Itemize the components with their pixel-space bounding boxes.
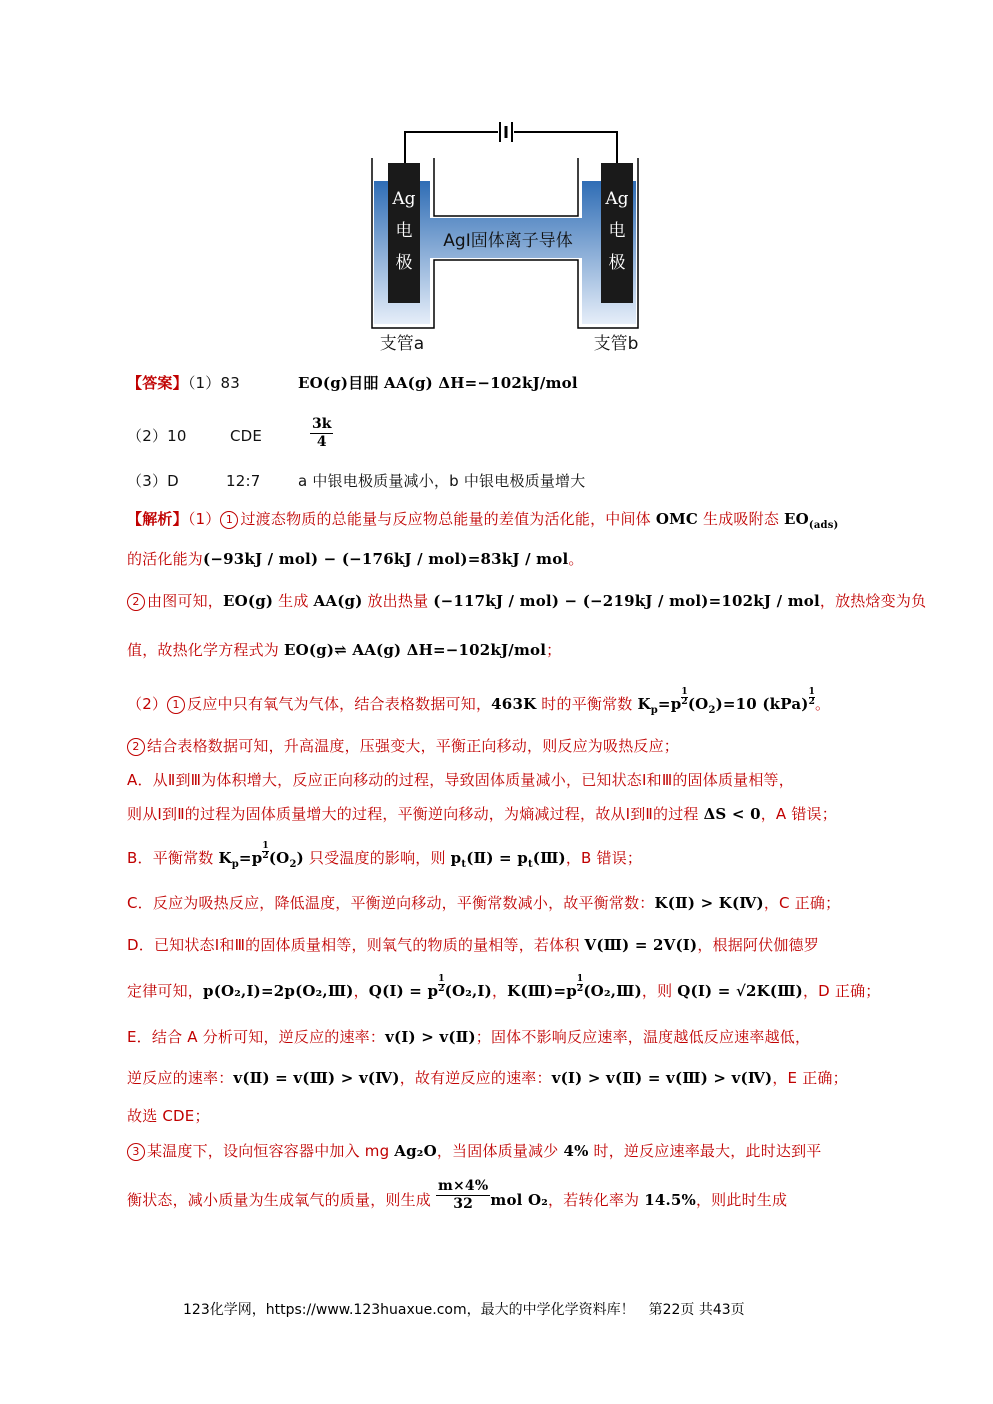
circled-number-1: 1 xyxy=(220,511,238,529)
tube-a-label: 支管a xyxy=(379,334,425,354)
container-outline xyxy=(434,158,578,216)
electrode-right-label: 极 xyxy=(608,253,626,273)
electrode-left-label: 极 xyxy=(395,253,413,273)
analysis-line-9: B．平衡常数 $K_p=p$ $\frac{1}{2}$ $(O_2)$ 只受温度的影响，则 $p_t(Ⅱ)$ = $p_t(Ⅲ)$，B 错误； xyxy=(127,841,643,870)
analysis-line-8: 则从Ⅰ到Ⅱ的过程为固体质量增大的过程，平衡逆向移动，为熵减过程，故从Ⅰ到Ⅱ的过程 ΔS < 0，A 错误； xyxy=(127,805,837,823)
answer-line-3-text: a 中银电极质量减小，b 中银电极质量增大 xyxy=(298,472,586,490)
answer-line-2-choice: CDE xyxy=(230,427,263,445)
electrode-right-label: 电 xyxy=(608,221,626,241)
electrolysis-diagram xyxy=(360,118,650,358)
page-footer: 123化学网，https://www.123huaxue.com，最大的中学化学资料库！ 第22页 共43页 xyxy=(183,1302,745,1318)
analysis-line-3: 2 由图可知，EO(g) 生成 AA(g) 放出热量 (−117kJ / mol) − (−219kJ / mol)=102kJ / mol，放热焓变为负 xyxy=(127,591,926,611)
answer-line-2-num: （2）10 xyxy=(127,427,187,445)
analysis-line-10: C．反应为吸热反应，降低温度，平衡逆向移动，平衡常数减小，故平衡常数：K(Ⅱ) > K(Ⅳ)，C 正确； xyxy=(127,894,841,912)
analysis-line-17: 衡状态，减小质量为生成氧气的质量，则生成 $\frac{m\times 4\%}{32}$ mol O₂，若转化率为 14.5%，则此时生成 xyxy=(127,1178,788,1212)
electrode-left-label: Ag xyxy=(392,189,416,209)
analysis-line-11: D．已知状态Ⅰ和Ⅲ的固体质量相等，则氧气的物质的量相等，若体积 V(Ⅲ) = 2V(Ⅰ)，根据阿伏伽德罗 xyxy=(127,936,819,954)
wire xyxy=(514,132,617,163)
analysis-line-12: 定律可知，p(O₂,Ⅰ)=2p(O₂,Ⅲ)，Q(Ⅰ) = p $\frac{1}{2}$ (O₂,Ⅰ)，K(Ⅲ)=p $\frac{1}{2}$ (O₂,Ⅲ)，则 Q(Ⅰ) = √2K(Ⅲ)，D 正确； xyxy=(127,974,881,1000)
analysis-line-15: 故选 CDE； xyxy=(127,1107,210,1125)
analysis-line-16: 3 某温度下，设向恒容容器中加入 mg Ag₂O，当固体质量减少 4% 时，逆反应速率最大，此时达到平 xyxy=(127,1141,822,1161)
answer-line-1: 【答案】（1）83 xyxy=(127,374,240,392)
answer-line-3-num: （3）D xyxy=(127,472,179,490)
analysis-line-2: 的活化能为(−93kJ / mol) − (−176kJ / mol)=83kJ / mol。 xyxy=(127,550,584,568)
analysis-line-14: 逆反应的速率：v(Ⅱ) = v(Ⅲ) > v(Ⅳ)，故有逆反应的速率：v(Ⅰ) > v(Ⅱ) = v(Ⅲ) > v(Ⅳ)，E 正确； xyxy=(127,1069,848,1087)
wire xyxy=(405,132,498,163)
tube-b-label: 支管b xyxy=(593,334,639,354)
analysis-line-6: 2 结合表格数据可知，升高温度，压强变大，平衡正向移动，则反应为吸热反应； xyxy=(127,736,679,756)
circled-number-3: 3 xyxy=(127,1143,145,1161)
answer-label: 【答案】 xyxy=(127,374,188,392)
analysis-line-5: （2） 1 反应中只有氧气为气体，结合表格数据可知，463K 时的平衡常数 $K_p=p$ $\frac{1}{2}$ $(O_2)=10$ (kPa) $\frac{1}{2}$ 。 xyxy=(127,687,831,716)
answer-fraction: $\frac{3k}{4}$ xyxy=(312,416,332,450)
answer-line-3-ratio: 12:7 xyxy=(226,472,261,490)
electrode-left-label: 电 xyxy=(395,221,413,241)
bridge-label: AgI固体离子导体 xyxy=(443,231,573,251)
analysis-line-13: E．结合 A 分析可知，逆反应的速率：v(Ⅰ) > v(Ⅱ)；固体不影响反应速率，温度越低反应速率越低， xyxy=(127,1028,811,1046)
circled-number-2: 2 xyxy=(127,593,145,611)
answer-equation-1: EO(g)目昍 AA(g) ΔH=−102kJ/mol xyxy=(298,374,578,392)
circled-number-2: 2 xyxy=(127,738,145,756)
circled-number-1: 1 xyxy=(167,696,185,714)
analysis-line-7: A．从Ⅱ到Ⅲ为体积增大，反应正向移动的过程，导致固体质量减小，已知状态Ⅰ和Ⅲ的固体质量相等， xyxy=(127,771,794,789)
electrode-right-label: Ag xyxy=(605,189,629,209)
analysis-line-4: 值，故热化学方程式为 EO(g)⇌ AA(g) ΔH=−102kJ/mol； xyxy=(127,641,562,659)
analysis-line-1: 【解析】（1） 1 过渡态物质的总能量与反应物总能量的差值为活化能，中间体 OMC 生成吸附态 $EO_{(ads)}$ xyxy=(127,510,839,531)
